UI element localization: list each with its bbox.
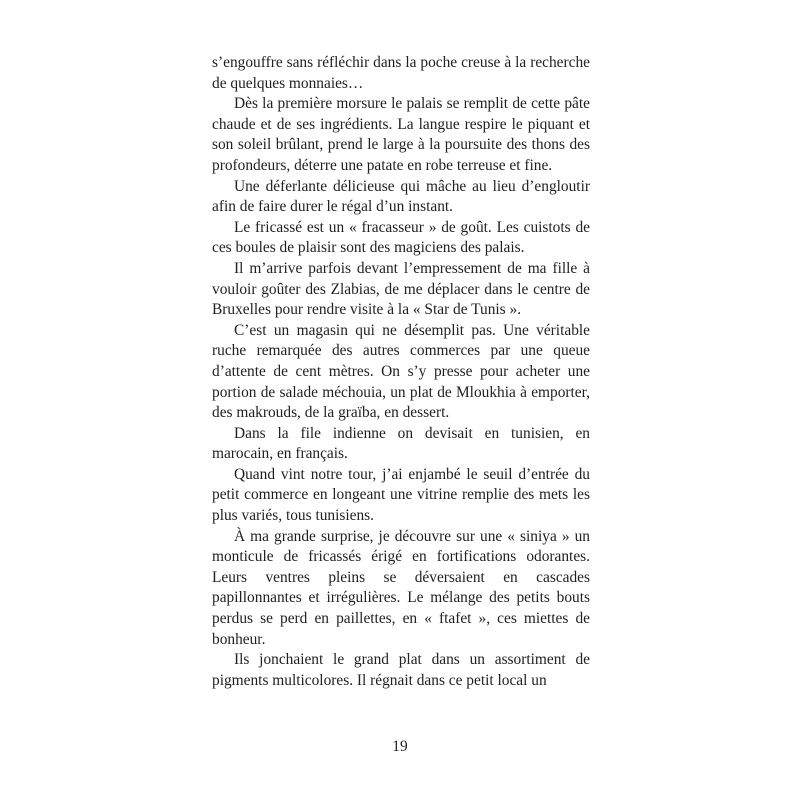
page-number: 19	[392, 738, 408, 755]
body-text	[212, 53, 590, 691]
paragraph: Il m’arrive parfois devant l’empressement de ma fille à vouloir goûter des Zlabias, de me déplacer dans le centre de Bruxelles pour rendre visite à la « Star de Tunis ».	[212, 259, 590, 319]
paragraph: Une déferlante délicieuse qui mâche au lieu d’engloutir afin de faire durer le régal d’un instant.	[212, 177, 590, 216]
paragraph: Le fricassé est un « fracasseur » de goût. Les cuistots de ces boules de plaisir sont des magiciens des palais.	[212, 218, 590, 257]
paragraph: C’est un magasin qui ne désemplit pas. Une véritable ruche remarquée des autres commerces par une queue d’attente de cent mètres. On s’y presse pour acheter une portion de salade méchouia, un plat de Mloukhia à emporter, des makrouds, de la graïba, en dessert.	[212, 321, 590, 422]
paragraph: À ma grande surprise, je découvre sur une « siniya » un monticule de fricassés érigé en fortifications odorantes. Leurs ventres pleins se déversaient en cascades papillonnantes et irrégulières. Le mélange des petits bouts perdus se perd en paillettes, en « ftafet », ces miettes de bonheur.	[212, 527, 590, 648]
paragraph: Dès la première morsure le palais se remplit de cette pâte chaude et de ses ingrédients. La langue respire le piquant et son soleil brûlant, prend le large à la poursuite des thons des profondeurs, déterre une patate en robe terreuse et fine.	[212, 95, 590, 174]
paragraph: s’engouffre sans réfléchir dans la poche creuse à la recherche de quelques monnaies…	[212, 54, 590, 92]
paragraph: Dans la file indienne on devisait en tunisien, en marocain, en français.	[212, 424, 590, 463]
paragraph: Quand vint notre tour, j’ai enjambé le seuil d’entrée du petit commerce en longeant une vitrine remplie des mets les plus variés, tous tunisiens.	[212, 465, 590, 525]
paragraph: Ils jonchaient le grand plat dans un assortiment de pigments multicolores. Il régnait dans ce petit local un	[212, 651, 590, 689]
